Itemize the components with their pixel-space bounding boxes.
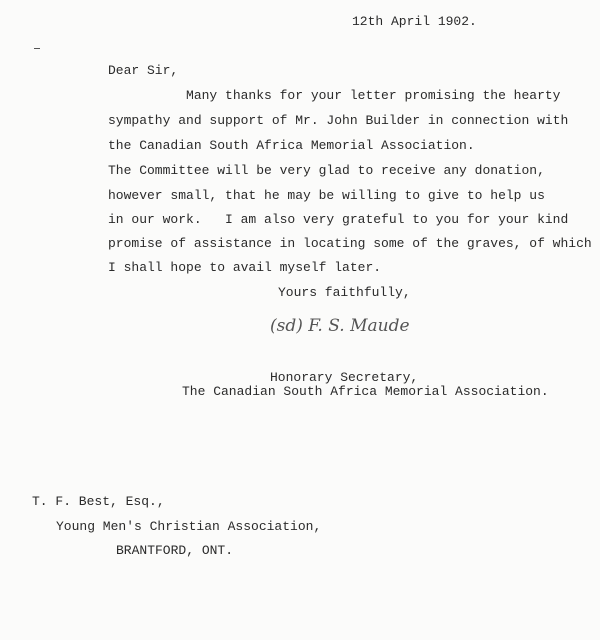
body-line: I shall hope to avail myself later. (108, 260, 382, 275)
recipient-city: BRANTFORD, ONT. (116, 543, 234, 558)
body-line: The Committee will be very glad to receive any donation, (108, 163, 545, 178)
recipient-organization: Young Men's Christian Association, (56, 519, 322, 534)
closing: Yours faithfully, (278, 285, 411, 300)
body-line: the Canadian South Africa Memorial Association. (108, 138, 475, 153)
signature: (sd) F. S. Maude (270, 316, 410, 336)
recipient-name: T. F. Best, Esq., (32, 494, 165, 509)
salutation: Dear Sir, (108, 63, 179, 78)
body-line: Many thanks for your letter promising the hearty (108, 88, 561, 103)
margin-mark (34, 48, 40, 49)
letter-date: 12th April 1902. (352, 14, 477, 29)
body-line: in our work. I am also very grateful to you for your kind (108, 212, 569, 227)
body-line: sympathy and support of Mr. John Builder in connection with (108, 113, 569, 128)
body-line: promise of assistance in locating some of the graves, of which (108, 236, 592, 251)
signer-title: Honorary Secretary, (270, 370, 419, 385)
signer-organization: The Canadian South Africa Memorial Association. (182, 384, 549, 399)
body-line: however small, that he may be willing to give to help us (108, 188, 545, 203)
